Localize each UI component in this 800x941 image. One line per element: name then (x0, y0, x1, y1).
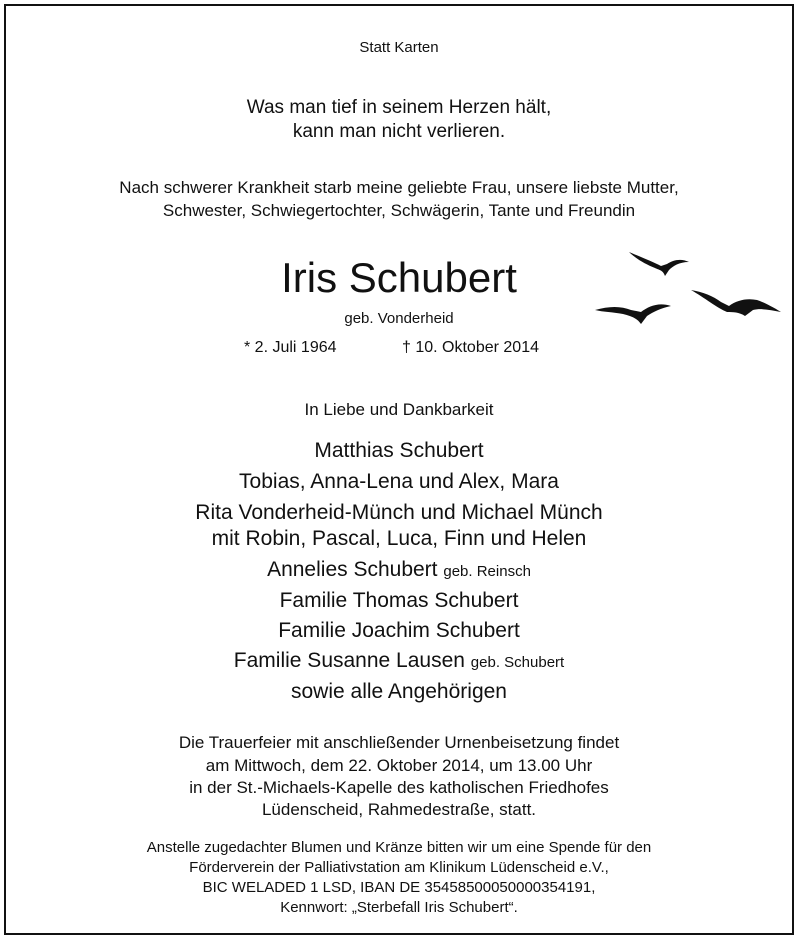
mourner-line: Matthias Schubert (314, 439, 484, 462)
mourner-line: sowie alle Angehörigen (291, 680, 507, 703)
mourner-birth-name: geb. Reinsch (443, 563, 531, 580)
ceremony-line: in der St.-Michaels-Kapelle des katholischen Friedhofes (189, 778, 609, 797)
mourner-birth-name: geb. Schubert (470, 654, 565, 671)
maiden-name: geb. Vonderheid (344, 310, 454, 327)
mourner-line: Rita Vonderheid-Münch und Michael Münch (195, 501, 603, 524)
flying-birds-icon (591, 246, 786, 326)
mourner-line: mit Robin, Pascal, Luca, Finn und Helen (211, 527, 587, 550)
quote-line-1: Was man tief in seinem Herzen hält, (246, 97, 552, 118)
mourner-line: Tobias, Anna-Lena und Alex, Mara (239, 470, 559, 493)
quote-line-2: kann man nicht verlieren. (292, 121, 506, 142)
mourner-line (6, 558, 792, 582)
deceased-name: Iris Schubert (281, 254, 517, 301)
donation-line: Anstelle zugedachter Blumen und Kränze bitten wir um eine Spende für den (146, 839, 652, 856)
mourner-name: Familie Susanne Lausen (233, 649, 465, 672)
ceremony-line: Lüdenscheid, Rahmedestraße, statt. (261, 800, 537, 819)
bird-icon (691, 290, 781, 316)
death-date: † 10. Oktober 2014 (402, 339, 539, 356)
bird-icon (629, 252, 689, 276)
intro-line-1: Nach schwerer Krankheit starb meine geliebte Frau, unsere liebste Mutter, (119, 178, 679, 197)
dedication: In Liebe und Dankbarkeit (304, 400, 494, 419)
intro-line-2: Schwester, Schwiegertochter, Schwägerin, Tante und Freundin (162, 201, 636, 220)
ceremony-line: Die Trauerfeier mit anschließender Urnenbeisetzung findet (178, 733, 620, 752)
mourner-line (6, 649, 792, 673)
donation-line: Kennwort: „Sterbefall Iris Schubert“. (280, 899, 518, 916)
bird-icon (595, 304, 671, 324)
header-text: Statt Karten (359, 39, 439, 56)
mourner-line: Familie Thomas Schubert (279, 589, 519, 612)
obituary-card (4, 4, 794, 935)
donation-line: Förderverein der Palliativstation am Klinikum Lüdenscheid e.V., (189, 859, 609, 876)
mourner-line: Familie Joachim Schubert (278, 619, 520, 642)
birth-date: * 2. Juli 1964 (244, 339, 337, 356)
mourner-name: Annelies Schubert (267, 558, 438, 581)
ceremony-line: am Mittwoch, dem 22. Oktober 2014, um 13.00 Uhr (205, 756, 593, 775)
donation-line: BIC WELADED 1 LSD, IBAN DE 35458500050000354191, (202, 879, 596, 896)
